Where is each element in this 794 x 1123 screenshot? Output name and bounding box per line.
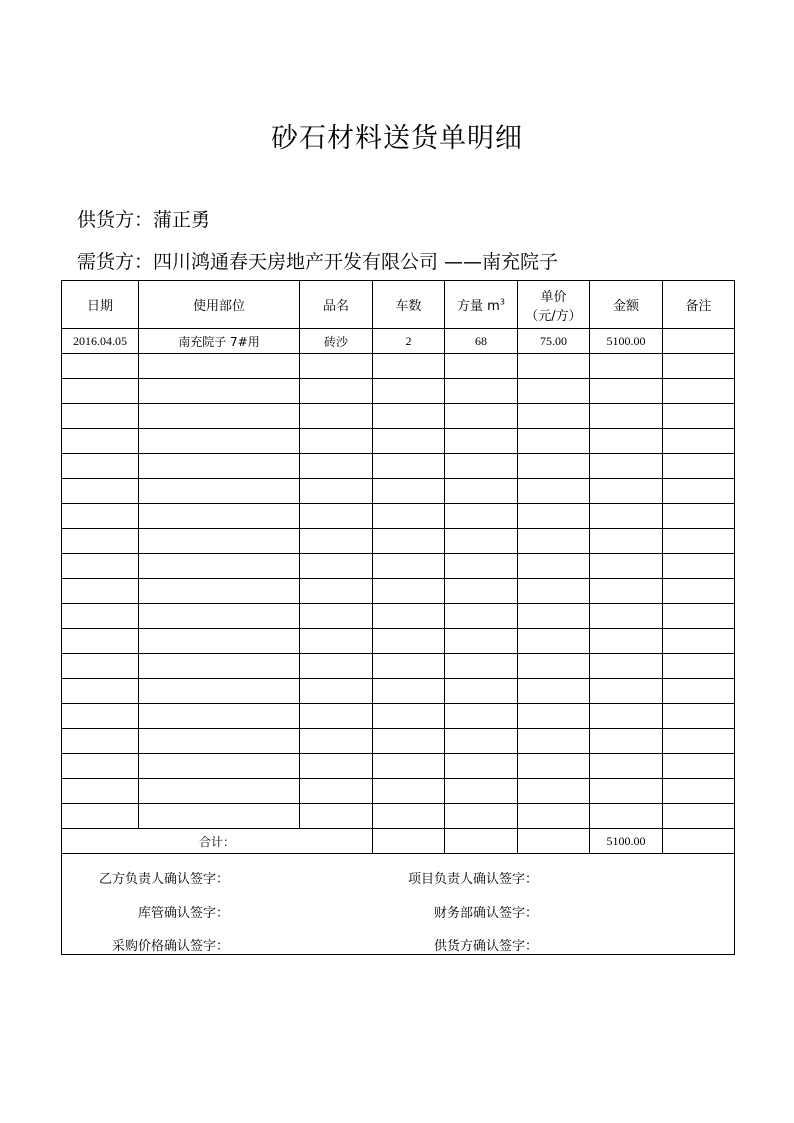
table-row: [62, 479, 735, 504]
empty-cell: [590, 604, 663, 629]
empty-cell: [139, 404, 300, 429]
header-unit-price: [518, 281, 590, 329]
empty-cell: [518, 629, 590, 654]
empty-cell: [373, 754, 445, 779]
empty-cell: [518, 579, 590, 604]
empty-cell: [663, 579, 735, 604]
total-empty-cell: [373, 829, 445, 854]
empty-cell: [300, 729, 373, 754]
empty-cell: [518, 754, 590, 779]
empty-cell: [590, 479, 663, 504]
total-empty-cell: [518, 829, 590, 854]
empty-cell: [139, 579, 300, 604]
empty-cell: [139, 479, 300, 504]
cell-amount: 5100.00: [590, 329, 663, 354]
empty-cell: [663, 479, 735, 504]
empty-cell: [518, 654, 590, 679]
empty-cell: [445, 354, 518, 379]
empty-cell: [300, 404, 373, 429]
empty-cell: [518, 679, 590, 704]
empty-cell: [518, 704, 590, 729]
empty-cell: [663, 704, 735, 729]
empty-cell: [300, 654, 373, 679]
empty-cell: [139, 754, 300, 779]
table-row: [62, 454, 735, 479]
empty-cell: [445, 529, 518, 554]
empty-cell: [663, 779, 735, 804]
header-product: 品名: [300, 281, 373, 329]
total-row: [62, 829, 735, 854]
header-amount: 金额: [590, 281, 663, 329]
empty-cell: [445, 679, 518, 704]
empty-cell: [590, 429, 663, 454]
empty-cell: [590, 679, 663, 704]
empty-cell: [445, 479, 518, 504]
sign-supplier: 供货方确认签字：: [433, 939, 538, 954]
empty-cell: [300, 679, 373, 704]
table-row: [62, 629, 735, 654]
empty-cell: [300, 379, 373, 404]
table-row: [62, 404, 735, 429]
empty-cell: [62, 729, 139, 754]
empty-cell: [139, 554, 300, 579]
empty-cell: [518, 604, 590, 629]
cell-location: 南充院子 7#用: [139, 329, 300, 354]
empty-cell: [590, 579, 663, 604]
empty-cell: [139, 454, 300, 479]
empty-cell: [62, 554, 139, 579]
empty-cell: [373, 804, 445, 829]
header-location: 使用部位: [139, 281, 300, 329]
empty-cell: [445, 729, 518, 754]
empty-cell: [663, 504, 735, 529]
signature-row: [62, 854, 735, 955]
empty-cell: [139, 654, 300, 679]
empty-cell: [663, 404, 735, 429]
header-unit-price-text: 单价: [540, 289, 567, 305]
empty-cell: [139, 429, 300, 454]
empty-cell: [663, 804, 735, 829]
table-row: [62, 504, 735, 529]
empty-cell: [139, 529, 300, 554]
header-date: 日期: [62, 281, 139, 329]
sign-project-manager: 项目负责人确认签字：: [407, 872, 538, 887]
empty-cell: [590, 654, 663, 679]
header-volume: [445, 281, 518, 329]
empty-cell: [373, 604, 445, 629]
empty-cell: [373, 404, 445, 429]
empty-cell: [62, 754, 139, 779]
empty-cell: [300, 804, 373, 829]
empty-cell: [373, 679, 445, 704]
table-row: [62, 804, 735, 829]
cell-unit-price: 75.00: [518, 329, 590, 354]
empty-cell: [445, 704, 518, 729]
table-row: [62, 604, 735, 629]
empty-cell: [590, 404, 663, 429]
table-row: [62, 754, 735, 779]
empty-cell: [518, 729, 590, 754]
empty-cell: [300, 629, 373, 654]
empty-cell: [62, 804, 139, 829]
signature-block: [62, 854, 735, 955]
empty-cell: [62, 604, 139, 629]
empty-cell: [445, 379, 518, 404]
empty-cell: [518, 454, 590, 479]
cell-date: 2016.04.05: [62, 329, 139, 354]
empty-cell: [62, 704, 139, 729]
empty-cell: [445, 804, 518, 829]
empty-cell: [518, 504, 590, 529]
empty-cell: [300, 504, 373, 529]
table-row: [62, 329, 735, 354]
empty-cell: [590, 454, 663, 479]
cell-trucks: 2: [373, 329, 445, 354]
empty-cell: [445, 404, 518, 429]
empty-cell: [445, 654, 518, 679]
empty-cell: [62, 629, 139, 654]
empty-cell: [373, 479, 445, 504]
empty-cell: [663, 429, 735, 454]
empty-cell: [300, 429, 373, 454]
empty-cell: [62, 529, 139, 554]
empty-cell: [62, 779, 139, 804]
empty-cell: [62, 354, 139, 379]
table-row: [62, 529, 735, 554]
empty-cell: [590, 504, 663, 529]
empty-cell: [663, 354, 735, 379]
empty-cell: [590, 629, 663, 654]
empty-cell: [663, 604, 735, 629]
empty-cell: [663, 629, 735, 654]
empty-cell: [139, 679, 300, 704]
empty-cell: [300, 704, 373, 729]
sign-finance: 财务部确认签字：: [433, 906, 538, 921]
empty-cell: [590, 704, 663, 729]
empty-cell: [663, 654, 735, 679]
empty-cell: [300, 754, 373, 779]
empty-cell: [373, 579, 445, 604]
cell-remark: [663, 329, 735, 354]
empty-cell: [445, 554, 518, 579]
cell-product: 砖沙: [300, 329, 373, 354]
header-trucks: 车数: [373, 281, 445, 329]
empty-cell: [445, 779, 518, 804]
cell-volume: 68: [445, 329, 518, 354]
table-row: [62, 429, 735, 454]
table-row: [62, 579, 735, 604]
empty-cell: [373, 504, 445, 529]
header-unit-price-unit: （元/方）: [525, 308, 582, 324]
empty-cell: [518, 554, 590, 579]
empty-cell: [518, 529, 590, 554]
empty-cell: [518, 804, 590, 829]
empty-cell: [373, 454, 445, 479]
empty-cell: [62, 454, 139, 479]
supplier-line: 供货方：蒲正勇: [77, 209, 211, 231]
empty-cell: [139, 629, 300, 654]
empty-cell: [590, 779, 663, 804]
empty-cell: [445, 454, 518, 479]
empty-cell: [373, 654, 445, 679]
header-remark: 备注: [663, 281, 735, 329]
table-row: [62, 704, 735, 729]
empty-cell: [62, 654, 139, 679]
empty-cell: [590, 804, 663, 829]
empty-cell: [373, 729, 445, 754]
empty-cell: [663, 729, 735, 754]
empty-cell: [445, 604, 518, 629]
empty-cell: [518, 404, 590, 429]
sign-party-b-manager: 乙方负责人确认签字：: [98, 872, 229, 887]
empty-cell: [139, 379, 300, 404]
empty-cell: [300, 479, 373, 504]
empty-cell: [300, 529, 373, 554]
empty-cell: [518, 379, 590, 404]
sign-warehouse: 库管确认签字：: [137, 906, 229, 921]
empty-cell: [373, 429, 445, 454]
empty-cell: [518, 779, 590, 804]
empty-cell: [373, 629, 445, 654]
empty-cell: [300, 779, 373, 804]
total-empty-cell: [663, 829, 735, 854]
empty-cell: [663, 379, 735, 404]
header-volume-text: 方量 m: [457, 299, 500, 314]
empty-cell: [300, 604, 373, 629]
empty-cell: [373, 779, 445, 804]
empty-cell: [663, 454, 735, 479]
empty-cell: [300, 454, 373, 479]
empty-cell: [62, 404, 139, 429]
empty-cell: [590, 754, 663, 779]
buyer-line: 需货方：四川鸿通春天房地产开发有限公司 ——南充院子: [77, 251, 559, 273]
table-row: [62, 654, 735, 679]
empty-cell: [663, 754, 735, 779]
empty-cell: [300, 354, 373, 379]
empty-cell: [663, 554, 735, 579]
empty-cell: [663, 679, 735, 704]
empty-cell: [373, 379, 445, 404]
empty-cell: [518, 354, 590, 379]
empty-cell: [373, 354, 445, 379]
empty-cell: [300, 579, 373, 604]
total-amount: 5100.00: [590, 829, 663, 854]
empty-cell: [139, 504, 300, 529]
empty-cell: [590, 729, 663, 754]
table-row: [62, 679, 735, 704]
delivery-table: [61, 280, 735, 955]
empty-cell: [62, 429, 139, 454]
table-row: [62, 379, 735, 404]
document-title: 砂石材料送货单明细: [271, 123, 523, 154]
empty-cell: [139, 779, 300, 804]
empty-cell: [445, 504, 518, 529]
table-row: [62, 779, 735, 804]
empty-cell: [590, 554, 663, 579]
total-label: 合计：: [62, 829, 373, 854]
blank-rows: [62, 354, 735, 829]
empty-cell: [590, 529, 663, 554]
empty-cell: [139, 729, 300, 754]
empty-cell: [445, 429, 518, 454]
empty-cell: [445, 754, 518, 779]
empty-cell: [518, 479, 590, 504]
empty-cell: [62, 579, 139, 604]
header-row: [62, 281, 735, 329]
sign-purchase-price: 采购价格确认签字：: [111, 939, 229, 954]
empty-cell: [139, 704, 300, 729]
empty-cell: [518, 429, 590, 454]
empty-cell: [663, 529, 735, 554]
empty-cell: [62, 504, 139, 529]
empty-cell: [62, 679, 139, 704]
empty-cell: [373, 554, 445, 579]
empty-cell: [590, 379, 663, 404]
empty-cell: [300, 554, 373, 579]
empty-cell: [590, 354, 663, 379]
table-row: [62, 554, 735, 579]
empty-cell: [62, 479, 139, 504]
header-volume-sup: 3: [499, 297, 505, 307]
empty-cell: [373, 704, 445, 729]
empty-cell: [139, 604, 300, 629]
table-row: [62, 354, 735, 379]
empty-cell: [445, 629, 518, 654]
table-row: [62, 729, 735, 754]
empty-cell: [139, 354, 300, 379]
total-empty-cell: [445, 829, 518, 854]
empty-cell: [445, 579, 518, 604]
empty-cell: [62, 379, 139, 404]
empty-cell: [139, 804, 300, 829]
empty-cell: [373, 529, 445, 554]
